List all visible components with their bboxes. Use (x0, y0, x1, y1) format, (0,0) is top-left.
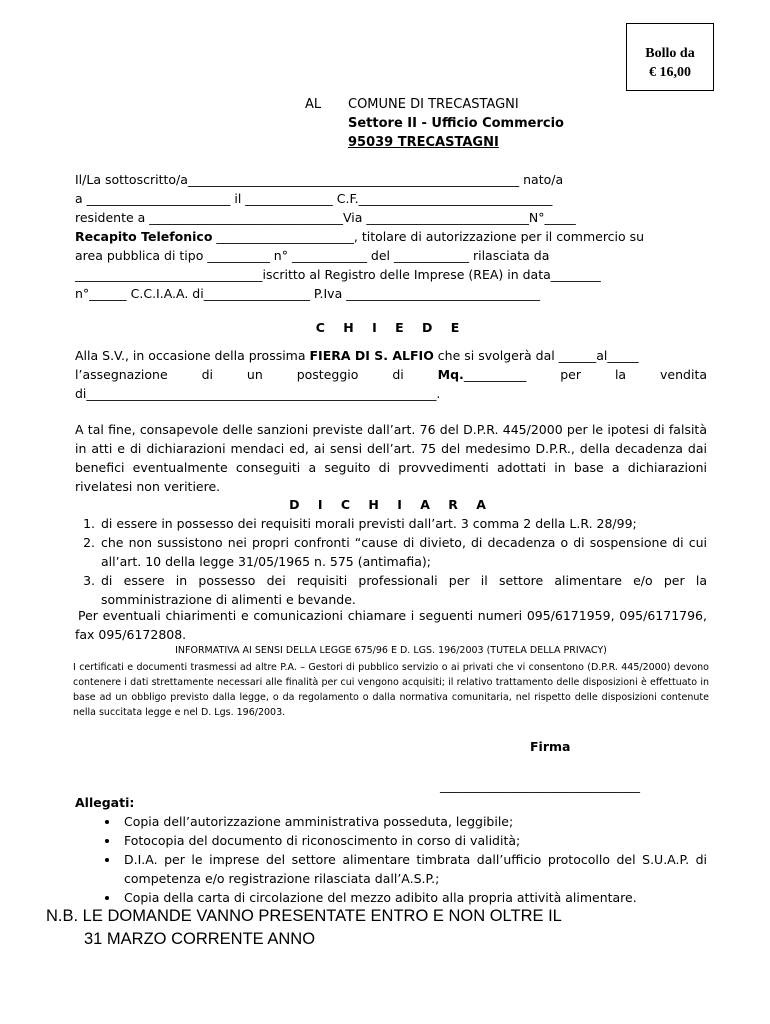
request-line-3: di________________________________________________________. (75, 386, 441, 401)
attachment-item: • D.I.A. per le imprese del settore alimentare timbrata dall’ufficio protocollo del S.U.A.P. di competenza e/o registrazione rilasciata dall’A.S.P.; (120, 850, 707, 888)
applicant-line-residence: residente a _______________________________Via __________________________N°_____ (75, 210, 576, 225)
request-text-2c: __________ per la vendita (463, 367, 707, 382)
applicant-line-birth: a _______________________ il ______________ C.F._______________________________ (75, 191, 553, 206)
applicant-line-cciaa: n°______ C.C.I.A.A. di_________________ P.Iva _______________________________ (75, 286, 540, 301)
privacy-title: INFORMATIVA AI SENSI DELLA LEGGE 675/96 E D. LGS. 196/2003 (TUTELA DELLA PRIVACY) (175, 645, 607, 656)
stamp-line-2: € 16,00 (649, 65, 691, 80)
dichiara-heading: D I C H I A R A (289, 497, 493, 512)
chiede-heading: C H I E D E (315, 320, 467, 335)
declaration-list (55, 514, 707, 609)
revenue-stamp-box (626, 23, 714, 91)
attachments-list (72, 812, 707, 907)
applicant-line-phone (75, 227, 707, 246)
request-paragraph (75, 346, 707, 403)
request-line-2 (75, 365, 707, 384)
addressee-city: 95039 TRECASTAGNI (348, 135, 499, 150)
attachment-item: • Fotocopia del documento di riconoscimento in corso di validità; (120, 831, 707, 850)
attachments-title: Allegati: (75, 795, 135, 810)
declaration-intro: A tal fine, consapevole delle sanzioni previste dall’art. 76 del D.P.R. 445/2000 per le ipotesi di falsità in atti e di dichiarazioni mendaci ed, ai sensi dell’art. 75 del medesimo D.P.R., della decadenza dai benefici eventualmente conseguiti a seguito di provvedimenti adottati in base a dichiarazioni rivelatesi non veritiere. (75, 422, 707, 494)
fair-name: FIERA DI S. ALFIO (309, 348, 434, 363)
declaration-item: 1. di essere in possesso dei requisiti morali previsti dall’art. 3 comma 2 della L.R. 28/99; (99, 514, 707, 533)
sqm-label: Mq. (437, 367, 464, 382)
phone-field: ______________________, titolare di autorizzazione per il commercio su (212, 229, 645, 244)
signature-label: Firma (530, 739, 571, 754)
contacts-paragraph: Per eventuali chiarimenti e comunicazioni chiamare i seguenti numeri 095/6171959, 095/6171796, fax 095/6172808. (75, 608, 707, 642)
stamp-line-1: Bollo da (645, 46, 695, 61)
deadline-note-line-1: N.B. LE DOMANDE VANNO PRESENTATE ENTRO E NON OLTRE IL (46, 907, 562, 925)
applicant-line-area: area pubblica di tipo __________ n° ____________ del ____________ rilasciata da (75, 248, 550, 263)
request-text-2a: l’assegnazione di un posteggio di (75, 367, 438, 382)
declaration-item: 3. di essere in possesso dei requisiti professionali per il settore alimentare e/o per la somministrazione di alimenti e bevande. (99, 571, 707, 609)
request-text-a: Alla S.V., in occasione della prossima (75, 348, 310, 363)
addressee-office: Settore II - Ufficio Commercio (348, 116, 564, 131)
attachment-item: • Copia dell’autorizzazione amministrativa posseduta, leggibile; (120, 812, 707, 831)
addressee-al: AL (305, 97, 322, 112)
deadline-note-line-2: 31 MARZO CORRENTE ANNO (84, 930, 316, 948)
applicant-details (75, 170, 707, 303)
privacy-text: I certificati e documenti trasmessi ad altre P.A. – Gestori di pubblico servizio o ai privati che vi consentono (D.P.R. 445/2000) devono contenere i dati strettamente necessari alle finalità per cui vengono acquisiti; il relativo trattamento delle disposizioni è effettuato in base ad un obbligo previsto dalla legge, o da regolamento o dalla normativa comunitaria, nel rispetto delle disposizioni contenute nella succitata legge e nel D. Lgs. 196/2003. (73, 662, 709, 718)
attachment-item: • Copia della carta di circolazione del mezzo adibito alla propria attività alimentare. (120, 888, 707, 907)
phone-label: Recapito Telefonico (75, 229, 213, 244)
signature-line: ________________________________ (440, 778, 640, 793)
declaration-item: 2. che non sussistono nei propri confronti “cause di divieto, di decadenza o di sospensione di cui all’art. 10 della legge 31/05/1965 n. 575 (antimafia); (99, 533, 707, 571)
request-text-c: che si svolgerà dal ______al_____ (433, 348, 639, 363)
applicant-line-name: Il/La sottoscritto/a_____________________________________________________ nato/a (75, 172, 564, 187)
addressee-entity: COMUNE DI TRECASTAGNI (348, 97, 519, 112)
request-line-1 (75, 346, 707, 365)
applicant-line-rea: ______________________________iscritto al Registro delle Imprese (REA) in data________ (75, 267, 601, 282)
